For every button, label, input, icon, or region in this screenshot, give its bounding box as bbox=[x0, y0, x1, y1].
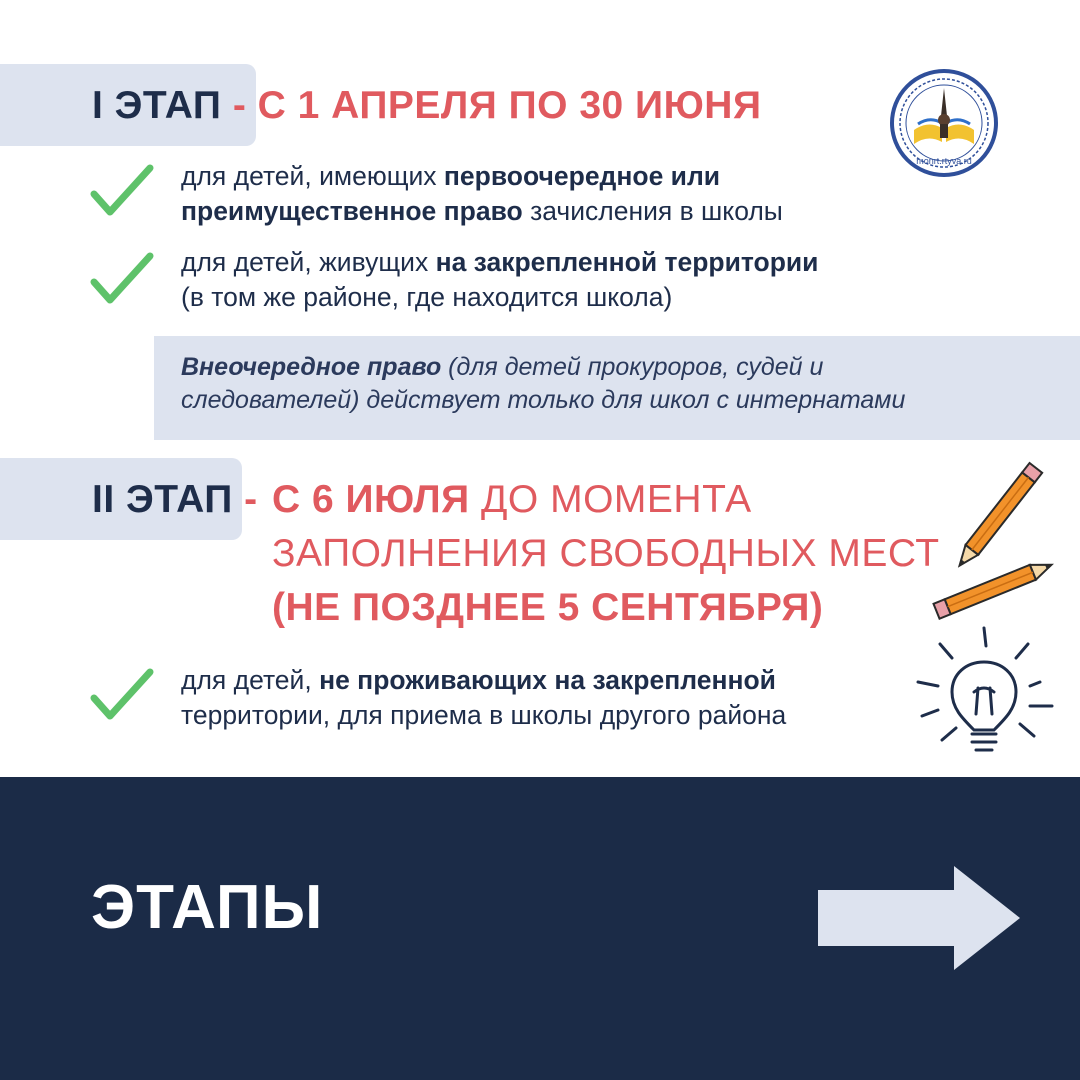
item-text-bold: на закрепленной территории bbox=[435, 247, 819, 277]
stage2-period-line2: ЗАПОЛНЕНИЯ СВОБОДНЫХ МЕСТ bbox=[272, 532, 940, 575]
item-text-regular: для детей, bbox=[181, 665, 320, 695]
stage1-dash: - bbox=[232, 84, 247, 127]
lightbulb-icon bbox=[912, 622, 1062, 762]
logo-site-text: monrt.rtyva.ru bbox=[916, 156, 972, 166]
item-text-bold: преимущественное право bbox=[181, 196, 523, 226]
stage1-heading bbox=[92, 84, 761, 128]
footer-title: ЭТАПЫ bbox=[91, 873, 324, 942]
right-arrow-icon[interactable] bbox=[818, 866, 1022, 970]
item-text-regular: для детей, живущих bbox=[181, 247, 436, 277]
note-line2: следователей) действует только для школ с интернатами bbox=[181, 386, 906, 414]
stage2-period-bold: С 6 ИЮЛЯ bbox=[272, 478, 470, 521]
stage1-item-1 bbox=[181, 159, 783, 229]
stage2-period-line1 bbox=[272, 478, 752, 522]
stage2-dash: - bbox=[244, 478, 258, 521]
check-icon bbox=[90, 666, 154, 722]
stage2-heading bbox=[92, 478, 258, 522]
stage1-name: I ЭТАП bbox=[92, 84, 222, 127]
note-bold: Внеочередное право bbox=[181, 353, 442, 381]
ministry-logo bbox=[880, 68, 1008, 178]
note-text bbox=[181, 351, 905, 417]
stage2-period-line3: (НЕ ПОЗДНЕЕ 5 СЕНТЯБРЯ) bbox=[272, 586, 824, 629]
stage1-period: С 1 АПРЕЛЯ ПО 30 ИЮНЯ bbox=[257, 84, 762, 127]
stage2-item bbox=[181, 663, 786, 733]
item-text-bold: не проживающих на закрепленной bbox=[319, 665, 776, 695]
stage1-item-2 bbox=[181, 245, 818, 315]
item-text-bold: первоочередное или bbox=[443, 161, 721, 191]
check-icon bbox=[90, 162, 154, 218]
item-text-regular: зачисления в школы bbox=[522, 196, 783, 226]
item-text-regular: для детей, имеющих bbox=[181, 161, 444, 191]
item-text-regular: (в том же районе, где находится школа) bbox=[181, 282, 673, 312]
item-text-regular: территории, для приема в школы другого района bbox=[181, 700, 787, 730]
pencils-icon bbox=[918, 460, 1068, 620]
stage2-period-rest: ДО МОМЕНТА bbox=[469, 478, 752, 521]
stage2-name: II ЭТАП bbox=[92, 478, 233, 521]
check-icon bbox=[90, 250, 154, 306]
note-rest: (для детей прокуроров, судей и bbox=[441, 353, 824, 381]
